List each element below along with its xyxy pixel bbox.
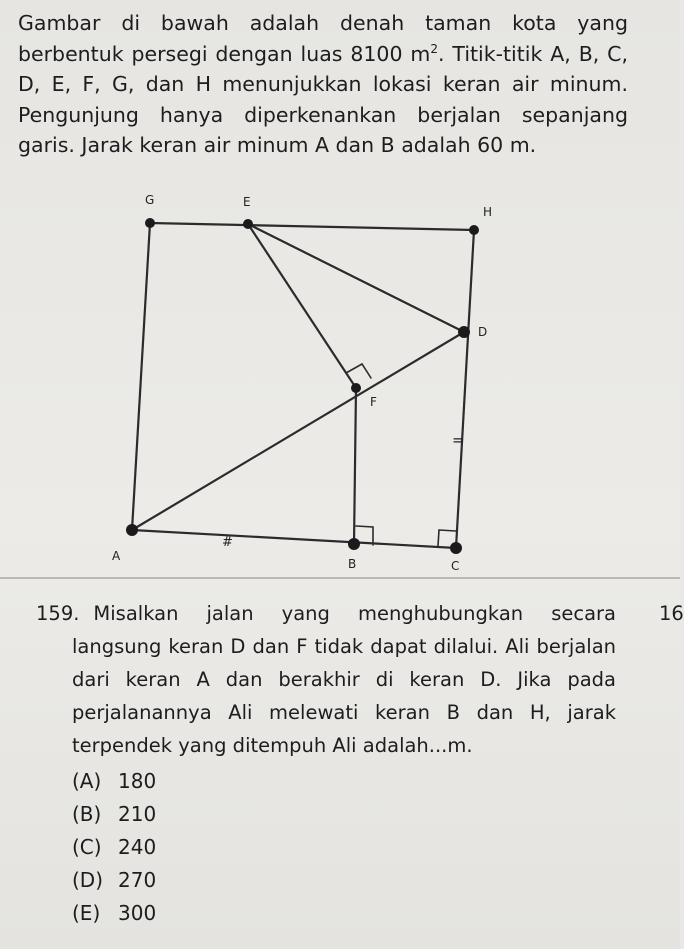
edge-H-C xyxy=(456,230,474,548)
section-divider xyxy=(0,577,680,579)
point-H xyxy=(469,225,479,235)
right-angle-mark-F xyxy=(346,364,371,378)
label-B: B xyxy=(348,557,357,571)
point-B xyxy=(348,538,360,550)
problem-statement xyxy=(18,8,628,161)
option-value: 210 xyxy=(118,802,157,826)
path-F-B xyxy=(354,388,356,544)
park-map-diagram xyxy=(0,188,680,578)
answer-options xyxy=(72,765,156,930)
intro-text-a: Gambar di bawah adalah denah taman kota yang berbentuk persegi dengan luas 8100 m xyxy=(18,11,628,66)
area-superscript: 2 xyxy=(430,41,439,56)
option-label: (C) xyxy=(72,835,102,859)
point-E xyxy=(243,219,253,229)
path-A-D xyxy=(132,332,464,530)
option-label: (A) xyxy=(72,769,102,793)
label-F: F xyxy=(370,395,377,409)
label-G: G xyxy=(145,193,155,207)
option-label: (B) xyxy=(72,802,102,826)
label-D: D xyxy=(478,325,488,339)
path-E-F xyxy=(248,224,356,388)
path-E-D xyxy=(248,224,464,332)
question-number: 159. xyxy=(36,602,80,625)
edge-A-C xyxy=(132,530,456,548)
question-body: langsung keran D dan F tidak dapat dilalui. Ali berjalan dari keran A dan berakhir di keran D. Jika pada perjalanannya Ali melewati keran B dan H, jarak terpendek yang ditempuh Ali adalah...m. xyxy=(72,635,616,757)
option-B[interactable] xyxy=(72,798,156,831)
question-first-line: Misalkan jalan yang menghubungkan secara xyxy=(93,602,616,625)
question-159 xyxy=(36,597,616,762)
tick-mark-DC: = xyxy=(452,431,465,449)
right-angle-mark-C xyxy=(439,530,456,531)
option-E[interactable] xyxy=(72,897,156,930)
label-A: A xyxy=(112,549,121,563)
option-value: 240 xyxy=(118,835,157,859)
right-angle-mark-C2 xyxy=(438,530,439,546)
option-label: (D) xyxy=(72,868,104,892)
intro-text-b: . Titik-titik A, B, C, D, E, F, G, dan H menunjukkan lokasi keran air minum. Pengunjung hanya diperkenankan berjalan sepanjang garis. Jarak keran air minum A dan B adalah 60 m. xyxy=(18,41,628,157)
option-value: 270 xyxy=(118,868,157,892)
edge-G-A xyxy=(132,223,150,530)
point-G xyxy=(145,218,155,228)
tick-mark-AB: # xyxy=(222,535,233,550)
option-C[interactable] xyxy=(72,831,156,864)
option-value: 300 xyxy=(118,901,157,925)
option-D[interactable] xyxy=(72,864,156,897)
edge-G-H xyxy=(150,223,474,230)
option-A[interactable] xyxy=(72,765,156,798)
option-label: (E) xyxy=(72,901,101,925)
next-question-number: 16 xyxy=(659,602,684,625)
point-D xyxy=(458,326,470,338)
point-F xyxy=(351,383,361,393)
point-C xyxy=(450,542,462,554)
label-H: H xyxy=(483,205,493,219)
option-value: 180 xyxy=(118,769,157,793)
label-C: C xyxy=(451,559,460,573)
label-E: E xyxy=(243,195,251,209)
point-A xyxy=(126,524,138,536)
